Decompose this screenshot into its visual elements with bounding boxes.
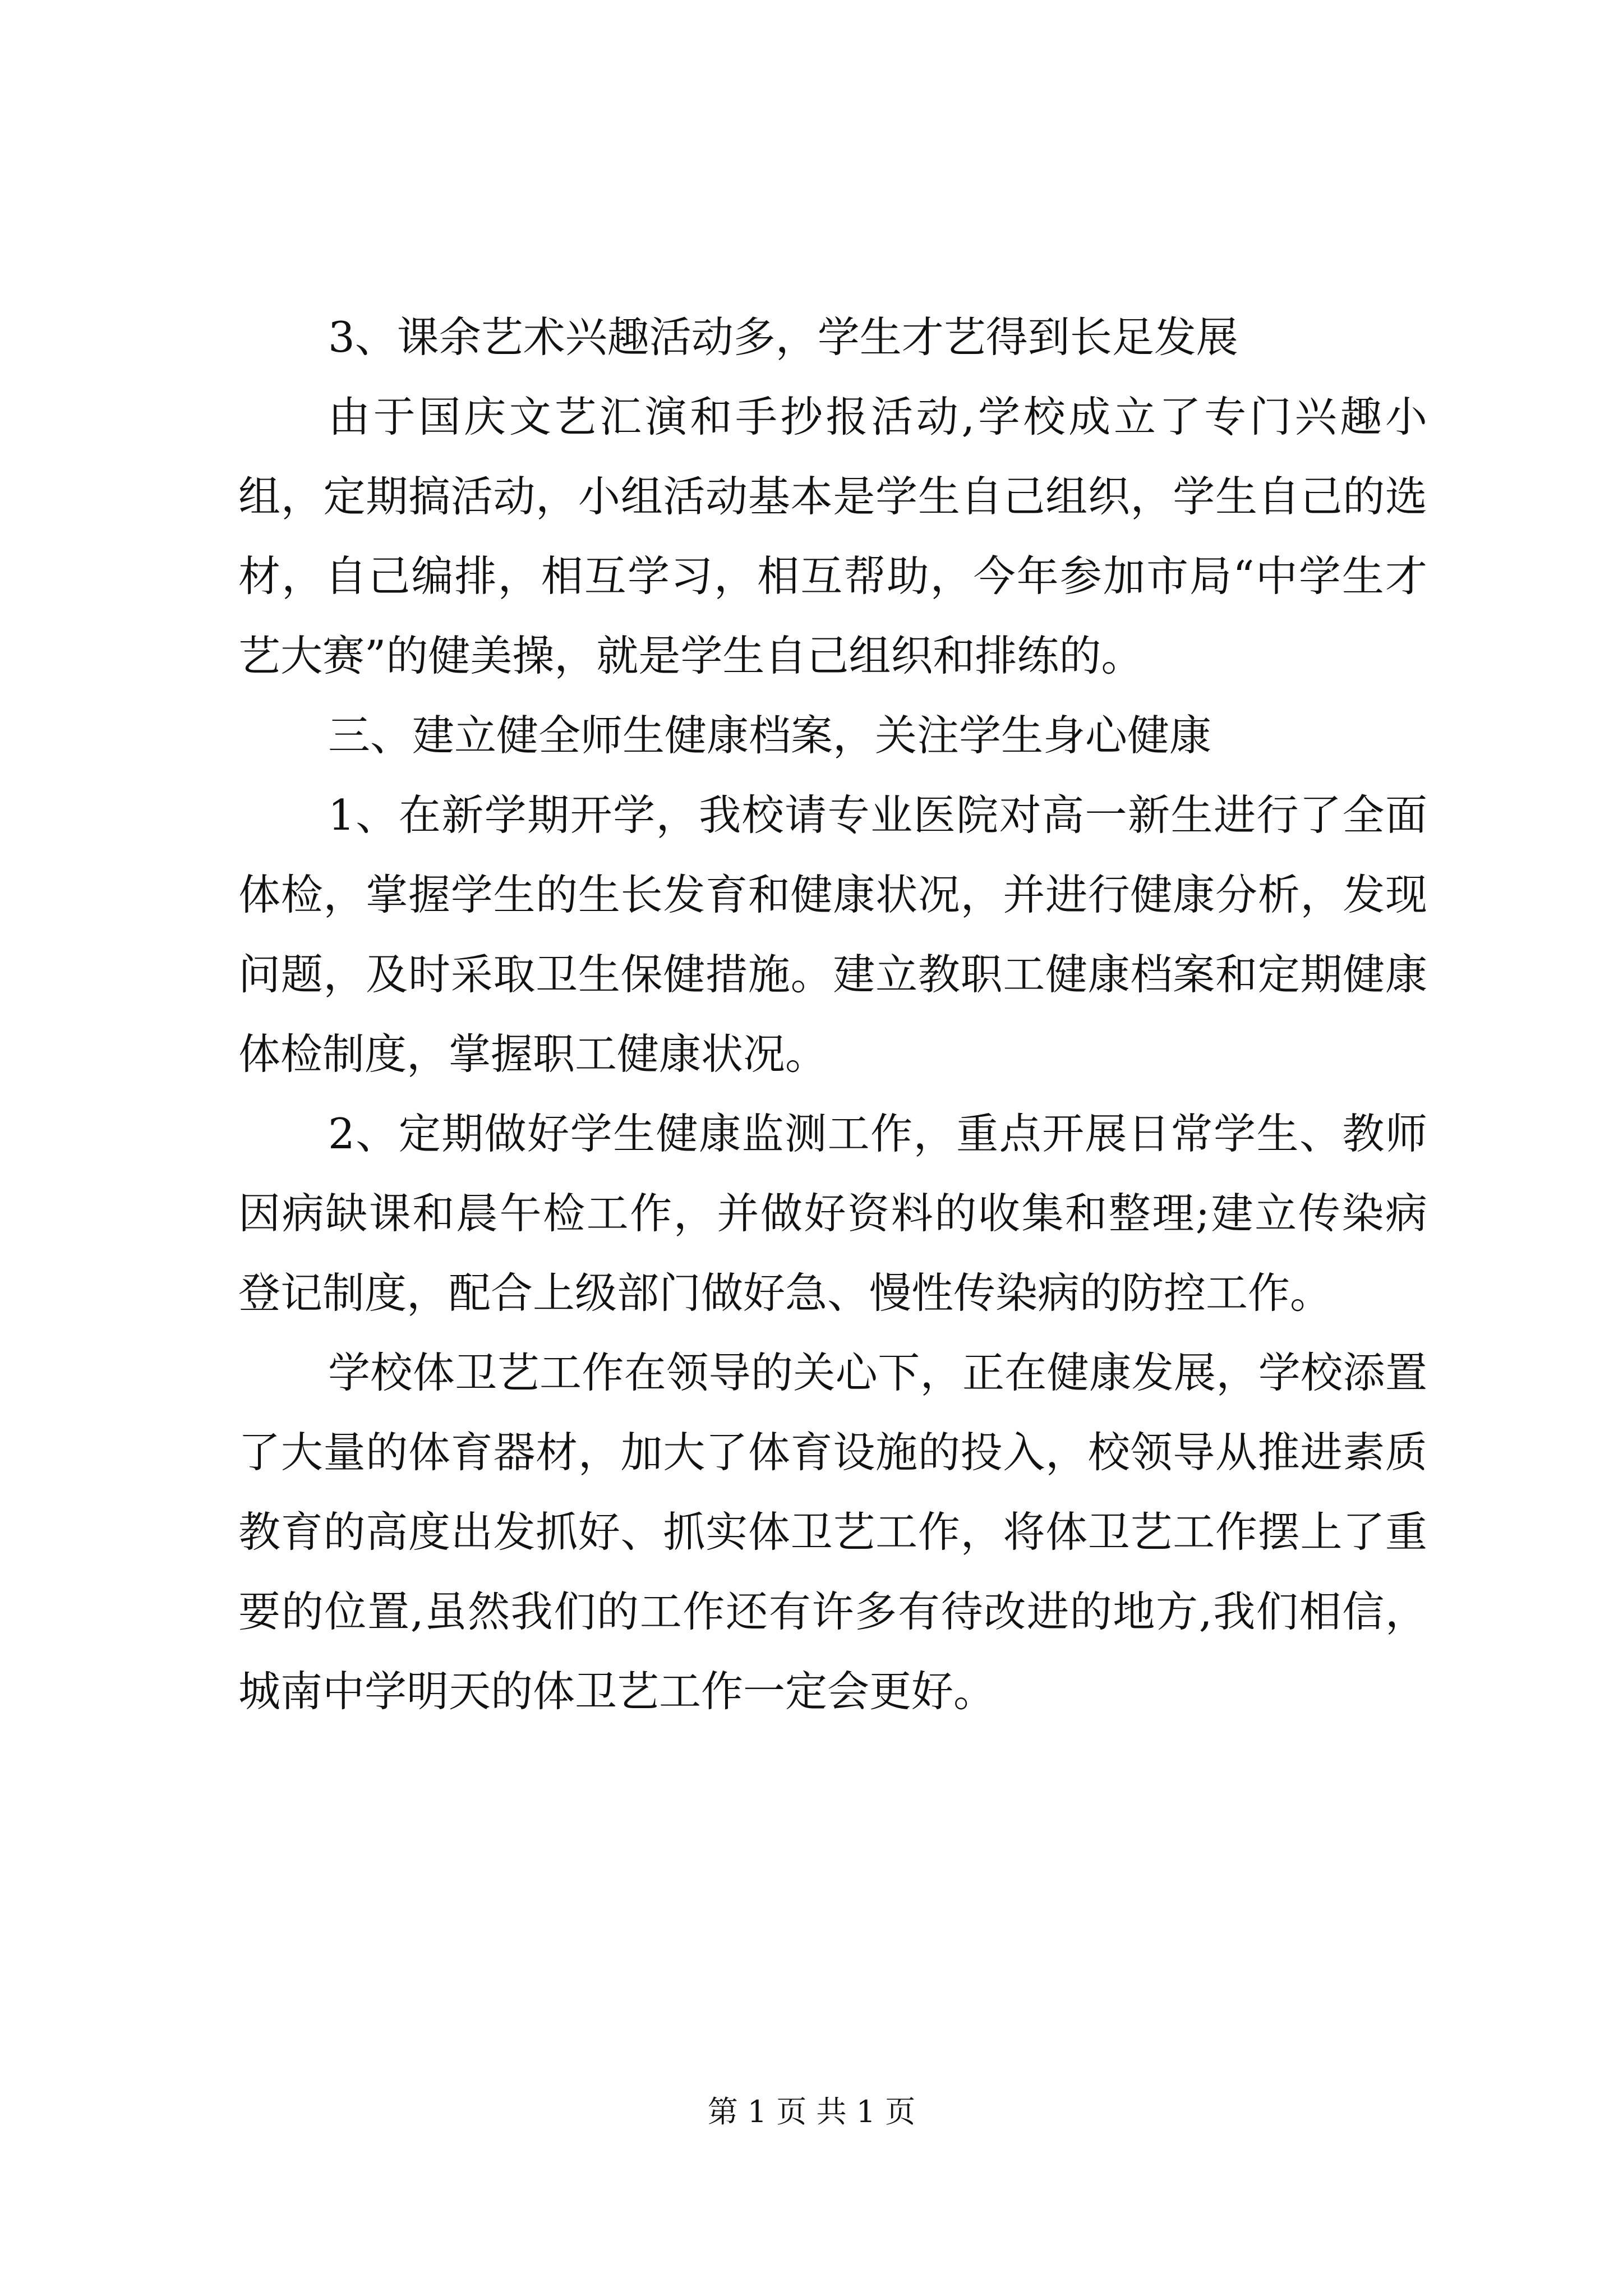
paragraph-heading-3: 3、课余艺术兴趣活动多，学生才艺得到长足发展 bbox=[328, 312, 1238, 362]
paragraph-health-monitoring: 2、定期做好学生健康监测工作，重点开展日常学生、教师因病缺课和晨午检工作，并做好资料的收集和整理;建立传染病登记制度，配合上级部门做好急、慢性传染病的防控工作。 bbox=[238, 1109, 1427, 1318]
paragraph-interest-groups: 由于国庆文艺汇演和手抄报活动,学校成立了专门兴趣小组，定期搞活动，小组活动基本是学生自己组织，学生自己的选材，自己编排，相互学习，相互帮助，今年参加市局“中学生才艺大赛”的健美操，就是学生自己组织和排练的。 bbox=[238, 392, 1427, 680]
paragraph-section-3-title: 三、建立健全师生健康档案，关注学生身心健康 bbox=[328, 711, 1212, 760]
paragraph-conclusion: 学校体卫艺工作在领导的关心下，正在健康发展，学校添置了大量的体育器材，加大了体育设施的投入，校领导从推进素质教育的高度出发抓好、抓实体卫艺工作，将体卫艺工作摆上了重要的位置,虽然我们的工作还有许多有待改进的地方,我们相信，城南中学明天的体卫艺工作一定会更好。 bbox=[238, 1348, 1427, 1716]
document-body bbox=[238, 297, 1427, 1731]
page-footer: 第 1 页 共 1 页 bbox=[707, 2094, 916, 2129]
paragraph-health-check: 1、在新学期开学，我校请专业医院对高一新生进行了全面体检，掌握学生的生长发育和健康状况，并进行健康分析，发现问题，及时采取卫生保健措施。建立教职工健康档案和定期健康体检制度，掌握职工健康状况。 bbox=[238, 790, 1427, 1079]
